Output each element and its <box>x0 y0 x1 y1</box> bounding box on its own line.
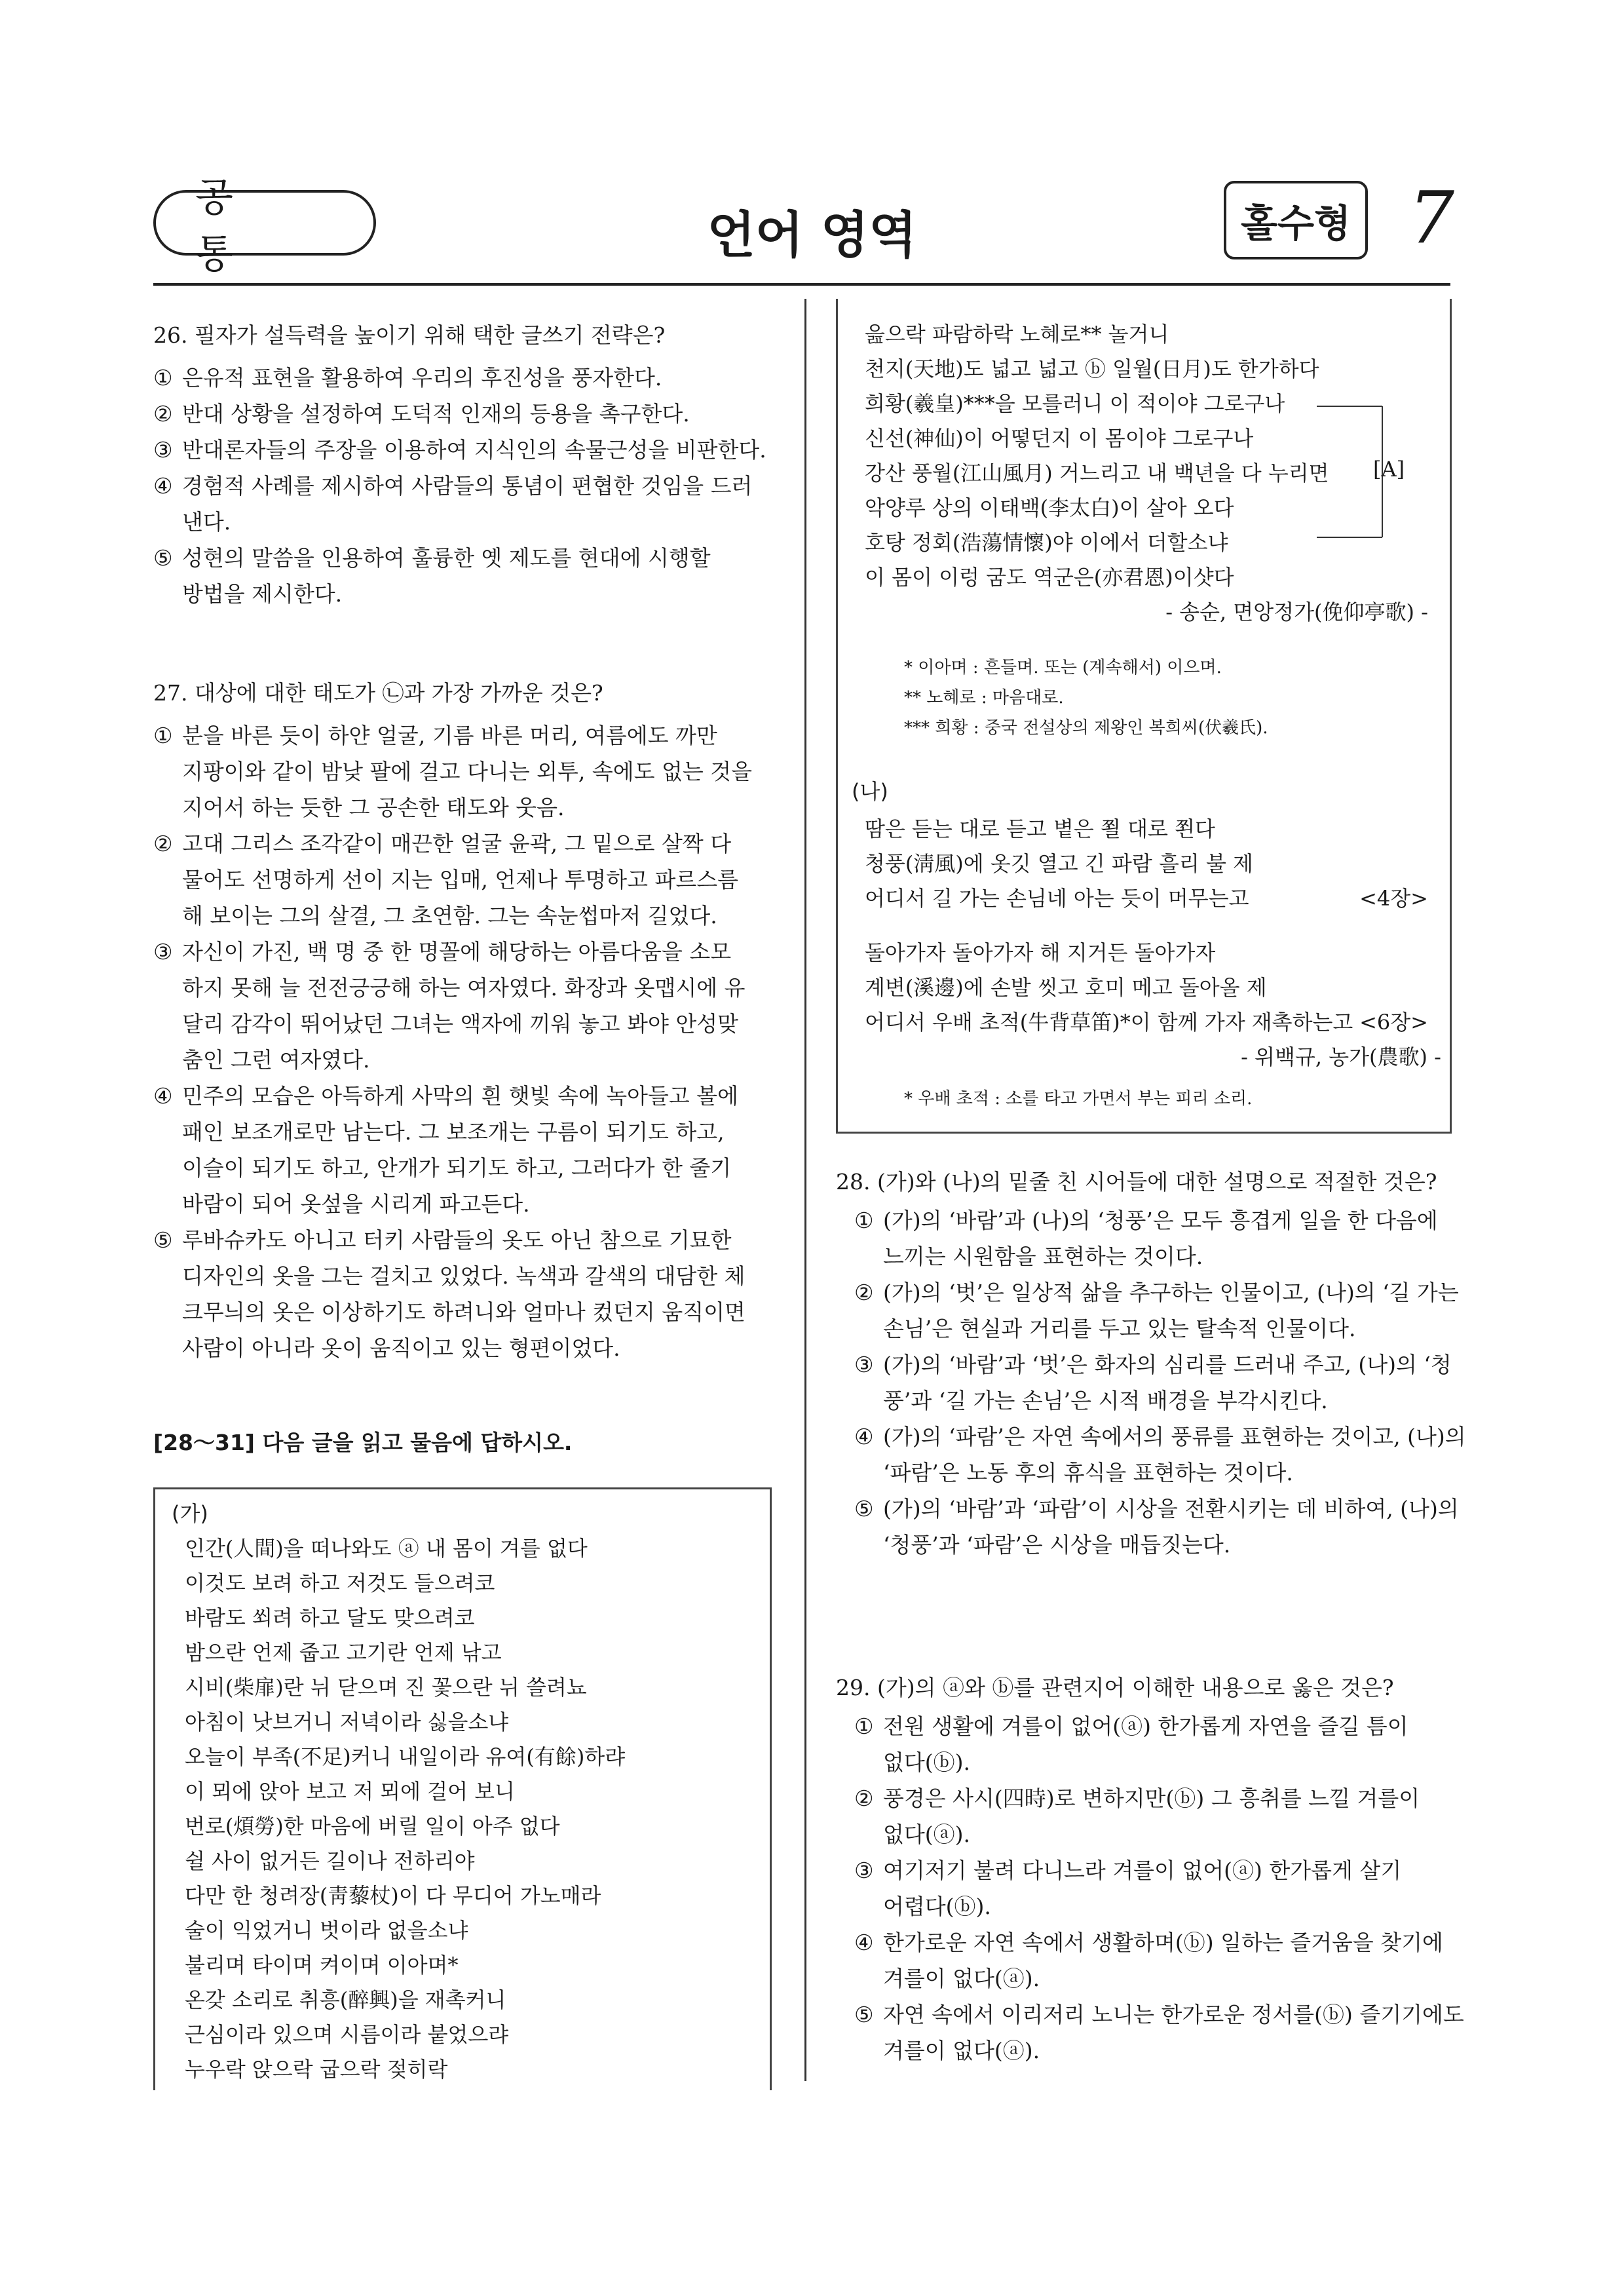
answer-option[interactable] <box>153 432 776 468</box>
answer-option[interactable] <box>153 826 776 934</box>
option-line: 크무늬의 옷은 이상하기도 하려니와 얼마나 컸던지 움직이면 <box>182 1299 746 1325</box>
option-line: 겨를이 없다(ⓐ). <box>883 2038 1040 2063</box>
option-number: ⑤ <box>854 1496 874 1521</box>
option-line: 하지 못해 늘 전전긍긍해 하는 여자였다. 화장과 옷맵시에 유 <box>182 975 746 1001</box>
poem-line: 읊으락 파람하락 노혜로** 놀거니 <box>865 322 1169 347</box>
answer-option[interactable] <box>854 1419 1466 1491</box>
option-number: ⑤ <box>153 545 173 571</box>
option-number: ⑤ <box>153 1227 173 1253</box>
option-line: 전원 생활에 겨를이 없어(ⓐ) 한가롭게 자연을 즐길 틈이 <box>883 1713 1408 1739</box>
option-number: ② <box>153 831 173 856</box>
answer-option[interactable] <box>153 934 776 1078</box>
poem-line <box>865 812 1441 847</box>
option-line: 분을 바른 듯이 하얀 얼굴, 기름 바른 머리, 여름에도 까만 <box>182 723 717 748</box>
option-line: 없다(ⓐ). <box>883 1822 970 1847</box>
option-line: 물어도 선명하게 선이 지는 입매, 언제나 투명하고 파르스름 <box>182 867 738 892</box>
poem-line: 밤으란 언제 줍고 고기란 언제 낚고 <box>185 1640 502 1665</box>
poem-line: 천지(天地)도 넓고 넓고 ⓑ 일월(日月)도 한가하다 <box>865 356 1319 381</box>
option-text <box>182 1222 746 1366</box>
options <box>836 1202 1466 1563</box>
option-text <box>883 1419 1466 1491</box>
option-line: (가)의 ‘벗’은 일상적 삶을 추구하는 인물이고, (나)의 ‘길 가는 <box>883 1280 1459 1305</box>
option-line: 지팡이와 같이 밤낮 팔에 걸고 다니는 외투, 속에도 없는 것을 <box>182 759 752 784</box>
poem-line: 바람도 쐬려 하고 달도 맞으려코 <box>185 1605 475 1630</box>
poem-line: 다만 한 청려장(靑藜杖)이 다 무디어 가노매라 <box>185 1883 601 1908</box>
answer-option[interactable] <box>153 540 776 612</box>
option-number: ③ <box>153 437 173 463</box>
answer-option[interactable] <box>854 1852 1452 1924</box>
question-stem: 26. 필자가 설득력을 높이기 위해 택한 글쓰기 전략은? <box>153 322 666 348</box>
option-line: 자신이 가진, 백 명 중 한 명꼴에 해당하는 아름다움을 소모 <box>182 939 732 965</box>
answer-option[interactable] <box>153 468 776 540</box>
poem-line: 온갖 소리로 취흥(醉興)을 재촉커니 <box>185 1987 506 2012</box>
option-text <box>182 432 766 468</box>
poem-line: 아침이 낫브거니 저녁이라 싫을소냐 <box>185 1710 509 1734</box>
poem-line: 호탕 정회(浩蕩情懷)야 이에서 더할소냐 <box>865 530 1228 555</box>
option-line: 경험적 사례를 제시하여 사람들의 통념이 편협한 것임을 드러 <box>182 473 753 499</box>
option-line: (가)의 ‘파람’은 자연 속에서의 풍류를 표현하는 것이고, (나)의 <box>883 1424 1466 1449</box>
question-stem: 28. (가)와 (나)의 밑줄 친 시어들에 대한 설명으로 적절한 것은? <box>836 1169 1437 1195</box>
option-line: 민주의 모습은 아득하게 사막의 흰 햇빛 속에 녹아들고 볼에 <box>182 1083 738 1109</box>
poem-line: 시비(柴扉)란 뉘 닫으며 진 꽃으란 뉘 쓸려뇨 <box>185 1675 587 1700</box>
footnote-na: * 우배 초적 : 소를 타고 가면서 부는 피리 소리. <box>904 1089 1253 1109</box>
options <box>153 360 776 612</box>
option-line: 패인 보조개로만 남는다. 그 보조개는 구름이 되기도 하고, <box>182 1119 725 1145</box>
poem-line-text: 청풍(淸風)에 옷깃 열고 긴 파람 흘리 불 제 <box>865 851 1253 876</box>
header-rule <box>153 283 1450 286</box>
option-line: 성현의 말씀을 인용하여 훌륭한 옛 제도를 현대에 시행할 <box>182 545 711 571</box>
option-text <box>883 1852 1401 1924</box>
page-title: 언어 영역 <box>707 206 917 264</box>
poem-line <box>865 881 1441 916</box>
poem-line: 이 몸이 이렁 굼도 역군은(亦君恩)이샷다 <box>865 565 1234 590</box>
option-line: 없다(ⓑ). <box>883 1750 970 1775</box>
option-text <box>883 1997 1464 2069</box>
poem-line <box>865 1005 1441 1040</box>
option-text <box>883 1274 1459 1347</box>
section-heading: [28～31] 다음 글을 읽고 물음에 답하시오. <box>153 1430 573 1455</box>
answer-option[interactable] <box>153 718 776 826</box>
poem-line <box>865 970 1441 1005</box>
poem-line-text: 돌아가자 돌아가자 해 지거든 돌아가자 <box>865 940 1216 965</box>
option-line: 풍’과 ‘길 가는 손님’은 시적 배경을 부각시킨다. <box>883 1388 1328 1413</box>
option-text <box>182 1078 738 1222</box>
poem-line <box>865 847 1441 881</box>
poem-line: 쉴 사이 없거든 길이나 전하리야 <box>185 1848 475 1873</box>
question-28 <box>836 1164 1466 1563</box>
footnote-line: * 이아며 : 흔들며. 또는 (계속해서) 이으며. <box>904 658 1222 678</box>
exam-type-badge: 홀수형 <box>1224 181 1368 259</box>
option-line: 자연 속에서 이리저리 노니는 한가로운 정서를(ⓑ) 즐기기에도 <box>883 2002 1464 2027</box>
option-number: ③ <box>153 939 173 965</box>
option-text <box>883 1347 1452 1419</box>
answer-option[interactable] <box>854 1347 1452 1419</box>
option-line: 은유적 표현을 활용하여 우리의 후진성을 풍자한다. <box>182 365 662 391</box>
option-line: 이슬이 되기도 하고, 안개가 되기도 하고, 그러다가 한 줄기 <box>182 1155 732 1181</box>
answer-option[interactable] <box>854 1997 1464 2069</box>
poem-line: 오늘이 부족(不足)커니 내일이라 유여(有餘)하랴 <box>185 1744 626 1769</box>
poem-line-text: 어디서 우배 초적(牛背草笛)*이 함께 가자 재촉하는고 <box>865 1010 1353 1035</box>
option-text <box>182 360 662 396</box>
poem-line-text: 계변(溪邊)에 손발 씻고 호미 메고 돌아올 제 <box>865 975 1267 1000</box>
option-number: ① <box>153 723 173 748</box>
poem-line: 희황(羲皇)***을 모를러니 이 적이야 그로구나 <box>865 391 1285 416</box>
poem-line: 누우락 앉으락 굽으락 젖히락 <box>185 2057 448 2082</box>
poem-line-text: 어디서 길 가는 손님네 아는 듯이 머무는고 <box>865 886 1249 911</box>
poem-line: 이것도 보려 하고 저것도 들으려코 <box>185 1571 495 1596</box>
answer-option[interactable] <box>854 1274 1459 1347</box>
option-line: 한가로운 자연 속에서 생활하며(ⓑ) 일하는 즐거움을 찾기에 <box>883 1930 1443 1955</box>
question-stem: 29. (가)의 ⓐ와 ⓑ를 관련지어 이해한 내용으로 옳은 것은? <box>836 1675 1394 1700</box>
passage-label: (가) <box>172 1501 208 1526</box>
option-number: ③ <box>854 1858 874 1883</box>
poem-line: 근심이라 있으며 시름이라 붙었으랴 <box>185 2022 509 2047</box>
stanza-tag: <4장> <box>1359 886 1428 911</box>
poem-line: 불리며 타이며 켜이며 이아며* <box>185 1953 459 1978</box>
option-text <box>182 718 752 826</box>
option-line: 겨를이 없다(ⓐ). <box>883 1966 1040 1991</box>
option-line: ‘청풍’과 ‘파람’은 시상을 매듭짓는다. <box>883 1532 1231 1558</box>
option-number: ④ <box>153 1083 173 1109</box>
option-number: ④ <box>153 473 173 499</box>
bracket-label: [A] <box>1373 457 1405 482</box>
answer-option[interactable] <box>854 1924 1452 1997</box>
option-number: ② <box>153 401 173 427</box>
answer-option[interactable] <box>854 1708 1452 1780</box>
poem-source: - 위백규, 농가(農歌) - <box>1241 1044 1441 1069</box>
passage-na <box>852 775 1441 1114</box>
option-line: (가)의 ‘바람’과 (나)의 ‘청풍’은 모두 흥겹게 일을 한 다음에 <box>883 1208 1438 1233</box>
option-text <box>182 934 745 1078</box>
common-badge: 공 통 <box>153 190 376 256</box>
poem-line: 강산 풍월(江山風月) 거느리고 내 백년을 다 누리면 <box>865 461 1329 486</box>
option-line: 디자인의 옷을 그는 걸치고 있었다. 녹색과 갈색의 대담한 체 <box>182 1263 746 1289</box>
poem-line <box>865 936 1441 970</box>
option-line: 방법을 제시한다. <box>182 581 343 607</box>
poem-line-text: 땀은 듣는 대로 듣고 볕은 쬘 대로 쬔다 <box>865 816 1215 841</box>
answer-option[interactable] <box>854 1202 1452 1274</box>
option-text <box>883 1780 1420 1852</box>
poem-line: 신선(神仙)이 어떻던지 이 몸이야 그로구나 <box>865 426 1254 451</box>
stanza-tag: <6장> <box>1359 1010 1428 1035</box>
question-27 <box>153 675 776 1366</box>
option-line: 사람이 아니라 옷이 움직이고 있는 형편이었다. <box>182 1335 620 1361</box>
option-number: ② <box>854 1786 874 1811</box>
option-number: ② <box>854 1280 874 1305</box>
column-divider <box>804 299 806 2081</box>
option-line: 달리 감각이 뛰어났던 그녀는 액자에 끼워 놓고 봐야 안성맞 <box>182 1011 738 1037</box>
poem-line: 악양루 상의 이태백(李太白)이 살아 오다 <box>865 495 1234 520</box>
passage-label: (나) <box>852 779 888 804</box>
option-line: 춤인 그런 여자였다. <box>182 1047 370 1073</box>
answer-option[interactable] <box>153 396 776 432</box>
option-line: 반대 상황을 설정하여 도덕적 인재의 등용을 촉구한다. <box>182 401 690 427</box>
option-line: 바람이 되어 옷섶을 시리게 파고든다. <box>182 1191 530 1217</box>
footnote-line: ** 노혜로 : 마음대로. <box>904 688 1064 708</box>
page-number: 7 <box>1408 176 1454 259</box>
option-line: 고대 그리스 조각같이 매끈한 얼굴 윤곽, 그 밑으로 살짝 다 <box>182 831 732 856</box>
answer-option[interactable] <box>854 1780 1452 1852</box>
option-number: ① <box>854 1713 874 1739</box>
option-number: ④ <box>854 1930 874 1955</box>
option-text <box>883 1924 1443 1997</box>
option-line: 손님’은 현실과 거리를 두고 있는 탈속적 인물이다. <box>883 1316 1356 1341</box>
option-number: ① <box>153 365 173 391</box>
option-line: (가)의 ‘바람’과 ‘파람’이 시상을 전환시키는 데 비하여, (나)의 <box>883 1496 1459 1521</box>
option-text <box>883 1202 1438 1274</box>
option-text <box>182 468 752 540</box>
option-line: 느끼는 시원함을 표현하는 것이다. <box>883 1244 1203 1269</box>
option-line: 낸다. <box>182 509 231 535</box>
footnotes-ga <box>904 653 1441 743</box>
option-text <box>182 826 738 934</box>
answer-option[interactable] <box>153 360 776 396</box>
poem-source: - 송순, 면앙정가(俛仰亭歌) - <box>1165 600 1428 624</box>
option-number: ① <box>854 1208 874 1233</box>
footnote-line: *** 희황 : 중국 전설상의 제왕인 복희씨(伏羲氏). <box>904 718 1268 738</box>
option-line: 해 보이는 그의 살결, 그 초연함. 그는 속눈썹마저 길었다. <box>182 903 717 928</box>
option-line: (가)의 ‘바람’과 ‘벗’은 화자의 심리를 드러내 주고, (나)의 ‘청 <box>883 1352 1452 1377</box>
poem-line: 술이 익었거니 벗이라 없을소냐 <box>185 1918 468 1943</box>
question-26 <box>153 317 776 612</box>
options <box>153 718 776 1366</box>
option-line: 루바슈카도 아니고 터키 사람들의 옷도 아닌 참으로 기묘한 <box>182 1227 732 1253</box>
option-line: 여기저기 불려 다니느라 겨를이 없어(ⓐ) 한가롭게 살기 <box>883 1858 1402 1883</box>
answer-option[interactable] <box>854 1491 1459 1563</box>
poem-line: 인간(人間)을 떠나와도 ⓐ 내 몸이 겨를 없다 <box>185 1536 588 1561</box>
option-text <box>883 1491 1459 1563</box>
option-line: 풍경은 사시(四時)로 변하지만(ⓑ) 그 흥취를 느낄 겨를이 <box>883 1786 1420 1811</box>
answer-option[interactable] <box>153 1222 776 1366</box>
option-line: 지어서 하는 듯한 그 공손한 태도와 웃음. <box>182 795 565 820</box>
option-line: 반대론자들의 주장을 이용하여 지식인의 속물근성을 비판한다. <box>182 437 766 463</box>
option-text <box>883 1708 1408 1780</box>
passage-ga-left <box>172 1497 761 2087</box>
options <box>836 1708 1464 2069</box>
option-number: ⑤ <box>854 2002 874 2027</box>
option-text <box>182 540 711 612</box>
option-number: ④ <box>854 1424 874 1449</box>
option-line: 어렵다(ⓑ). <box>883 1894 991 1919</box>
answer-option[interactable] <box>153 1078 776 1222</box>
option-line: ‘파람’은 노동 후의 휴식을 표현하는 것이다. <box>883 1460 1293 1485</box>
poem-line: 번로(煩勞)한 마음에 버릴 일이 아주 없다 <box>185 1814 560 1839</box>
question-stem: 27. 대상에 대한 태도가 ㉡과 가장 가까운 것은? <box>153 680 603 706</box>
option-text <box>182 396 690 432</box>
poem-line: 이 뫼에 앉아 보고 저 뫼에 걸어 보니 <box>185 1779 515 1804</box>
question-29 <box>836 1670 1464 2069</box>
option-number: ③ <box>854 1352 874 1377</box>
